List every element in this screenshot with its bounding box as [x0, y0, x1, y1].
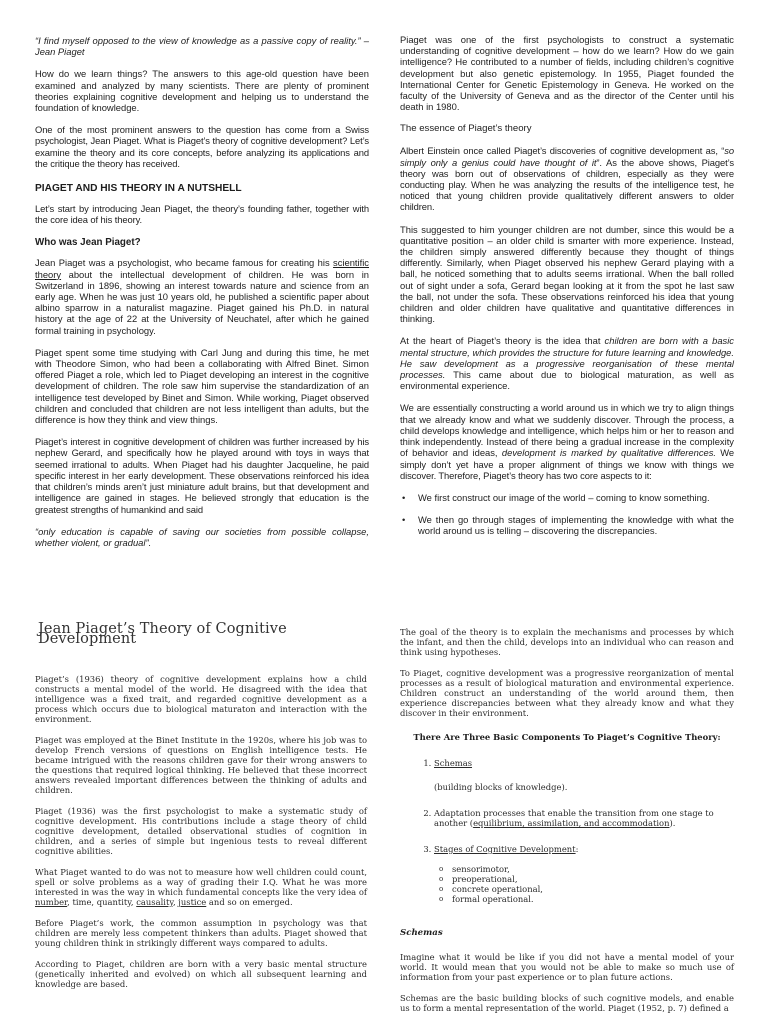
nutshell-paragraph: Let’s start by introducing Jean Piaget, the theory’s founding father, together with the core idea of his theory.	[35, 203, 369, 226]
concepts-paragraph	[35, 867, 367, 907]
career-paragraph: Piaget spent some time studying with Carl Jung and during this time, he met with Theodore Simon, who had been a collaborating with Alfred Binet. Simon offered Piaget a role, which led to Piaget developing an interest in the cognitive development of children. The role saw him supervise the standardization of an intelligence test developed by Binet and Simon. While working, Piaget observed children and concluded that children are not less intelligent than adults, but the difference is how they think and view things.	[35, 346, 369, 426]
stages-colon: :	[575, 844, 579, 854]
heart-text-a: At the heart of Piaget’s theory is the idea that	[400, 335, 605, 347]
bottom-left-column	[35, 621, 367, 1000]
construction-text-b: We simply don’t yet have a proper alignment of things we know with things we discover. Therefore, Piaget’s theory has two core aspects to it:	[400, 447, 734, 481]
intro-paragraph: How do we learn things? The answers to this age-old question have been examined and analyzed by many scientists. There are plenty of prominent theories explaining cognitive development and helping us to understand the foundation of knowledge.	[35, 68, 369, 114]
list-item: o preoperational,	[452, 874, 734, 884]
education-quote: “only education is capable of saving our societies from possible collapse, whether violent, or gradual”.	[35, 525, 369, 548]
components-list	[400, 758, 734, 904]
concepts-sep-1: , time, quantity,	[67, 897, 137, 907]
concepts-text-a: What Piaget wanted to do was not to measure how well children could count, spell or solve problems as a way of grading their I.Q. What he was more interested in was the way in which fundamental concepts like the very idea of	[35, 867, 367, 897]
contribution-paragraph: Piaget was one of the first psychologists to construct a systematic understanding of cognitive development – how do we learn? How do we gain intelligence? He contributed to a number of fields, including children’s cognitive development but also genetic epistemology. In 1955, Piaget founded the International Center for Genetic Epistemology in Geneva. He worked on the faculty of the University of Geneva and as the director of the Center until his death in 1980.	[400, 34, 734, 113]
concepts-sep-2: ,	[172, 897, 179, 907]
observation-paragraph: This suggested to him younger children are not dumber, since this would be a quantitative position – an older child is smarter with more experience. Instead, the children simply answered differently because they thought of things differently. Similarly, when Piaget observed his nephew Gerard playing with a ball, he noticed something that to adults seems irrational. When the ball rolled out of sight under a sofa, Gerard began looking at it from the spot he last saw the ball, not under the sofa. These observations reinforced his idea that young children and older children have qualitative and quantitative differences in thinking.	[400, 223, 734, 325]
building-blocks-paragraph: Schemas are the basic building blocks of such cognitive models, and enable us to form a mental representation of the world. Piaget (1952, p. 7) defined a	[400, 993, 734, 1013]
intro-paragraph-2: One of the most prominent answers to the question has come from a Swiss psychologist, Jean Piaget. What is Piaget’s theory of cognitive development? Let’s examine the theory and its core concepts, before analyzing its applications and the critique the theory has received.	[35, 124, 369, 169]
list-item: o concrete operational,	[452, 884, 734, 894]
einstein-text-a: Albert Einstein once called Piaget’s discoveries of cognitive development as, “	[400, 145, 725, 157]
einstein-paragraph	[400, 145, 734, 212]
heart-of-theory-paragraph	[400, 335, 734, 391]
schemas-note: (building blocks of knowledge).	[434, 782, 568, 792]
page-title: Jean Piaget’s Theory of Cognitive Development	[38, 621, 287, 647]
top-right-column	[400, 34, 734, 548]
family-paragraph: Piaget’s interest in cognitive development of children was further increased by his nephew Gerard, and specifically how he played around with toys in ways that seemed irrational to adults. When Piaget had his daughter Jacqueline, he paid specific interest in her early development. These observations reinforced his idea that children’s minds aren’t just miniature adult brains, but that development and intelligence are gained in stages. He believed strongly that education is the greatest strengths of humankind and said	[35, 436, 369, 515]
list-item: o sensorimotor,	[452, 864, 734, 874]
assumption-paragraph: Before Piaget’s work, the common assumption in psychology was that children are merely less competent thinkers than adults. Piaget showed that young children think in strikingly different ways compared to adults.	[35, 918, 367, 948]
construction-text-a: We are essentially constructing a world around us in which we try to align things that we already know and what we suddenly discover. Through the process, a child develops knowledge and intelligence, which helps him or her to reason and think independently. Instead of there being a gradual increase in the complexity of behavior and ideas,	[400, 402, 734, 459]
concepts-text-b: and so on emerged.	[206, 897, 293, 907]
list-item: • We then go through stages of implementing the knowledge with what the world around us is telling – discovering the discrepancies.	[418, 514, 734, 536]
subheading-who-was-piaget: Who was Jean Piaget?	[35, 237, 141, 249]
theory-intro-paragraph: Piaget’s (1936) theory of cognitive development explains how a child constructs a mental model of the world. He disagreed with the idea that intelligence was a fixed trait, and regarded cognitive development as a process which occurs due to biological maturaton and interaction with the environment.	[35, 674, 367, 724]
systematic-study-paragraph: Piaget (1936) was the first psychologist to make a systematic study of cognitive development. His contributions include a stage theory of child cognitive development, detailed observational studies of cognition in children, and a series of simple but ingenious tests to reveal different cognitive abilities.	[35, 806, 367, 856]
imagine-paragraph: Imagine what it would be like if you did not have a mental model of your world. It would mean that you would not be able to make so much use of information from your past experience or to plan future actions.	[400, 952, 734, 982]
list-item	[434, 808, 734, 828]
number-link[interactable]: number	[35, 897, 68, 907]
einstein-text-b: ”. As the above shows, Piaget’s theory was born out of observations of children, especially as they were conducting play. When he was analyzing the results of the intelligence test, he noticed that young children provide qualitatively different answers to older children.	[400, 156, 734, 213]
components-heading: There Are Three Basic Components To Piaget’s Cognitive Theory:	[413, 732, 721, 742]
causality-link[interactable]: causality	[136, 897, 173, 907]
adaptation-link[interactable]: equilibrium, assimilation, and accommodation	[473, 818, 670, 828]
stages-list	[434, 864, 734, 904]
adaptation-text-b: ).	[669, 818, 676, 828]
article-page-bottom	[0, 582, 768, 1024]
list-item: o formal operational.	[452, 894, 734, 904]
bottom-right-column	[400, 627, 734, 1024]
binet-paragraph: Piaget was employed at the Binet Institute in the 1920s, where his job was to develop French versions of questions on English intelligence tests. He became intrigued with the reasons children gave for their wrong answers to the questions that required logical thinking. He believed that these incorrect answers revealed important differences between the thinking of adults and children.	[35, 735, 367, 795]
construction-italic: development is marked by qualitative differences.	[501, 447, 717, 459]
schemas-heading: Schemas	[400, 928, 443, 938]
goal-paragraph: The goal of the theory is to explain the mechanisms and processes by which the infant, and then the child, develops into an individual who can reason and think using hypotheses.	[400, 627, 734, 657]
list-item: • We first construct our image of the world – coming to know something.	[418, 492, 734, 503]
justice-link[interactable]: justice	[178, 897, 207, 907]
list-item	[434, 758, 734, 792]
reorganization-paragraph: To Piaget, cognitive development was a progressive reorganization of mental processes as a result of biological maturation and environmental experience. Children construct an understanding of the world around them, then experience discrepancies between what they already know and what they discover in their environment.	[400, 668, 734, 718]
top-left-column	[35, 35, 369, 559]
mental-structure-paragraph: According to Piaget, children are born with a very basic mental structure (genetically inherited and evolved) on which all subsequent learning and knowledge are based.	[35, 959, 367, 989]
list-item	[434, 844, 734, 904]
biography-text-a: Jean Piaget was a psychologist, who became famous for creating his	[35, 257, 334, 269]
einstein-quote: so simply only a genius could have thought of it	[400, 145, 734, 168]
biography-text-b: about the intellectual development of children. He was born in Switzerland in 1896, showing an interest towards nature and science from an early age. When he was just 10 years old, he published a scientific paper about albino sparrow in a naturalist magazine. Piaget gained his Ph.D. in natural history at the age of 22 at the University of Neuchatel, after which he gained formal training in psychology.	[35, 268, 369, 336]
biography-paragraph	[35, 257, 369, 335]
subheading-essence: The essence of Piaget’s theory	[400, 123, 532, 135]
section-heading-nutshell: PIAGET AND HIS THEORY IN A NUTSHELL	[35, 183, 242, 195]
heart-italic: children are born with a basic mental structure, which provides the structure for future learning and knowledge. He saw development as a progressive reorganisation of these mental processes.	[400, 335, 734, 381]
heart-text-b: This came about due to biological maturation, as well as environmental experience.	[400, 369, 734, 392]
scientific-theory-link[interactable]: scientific theory	[35, 257, 369, 280]
adaptation-text-a: Adaptation processes that enable the transition from one stage to another (	[434, 808, 714, 828]
core-aspects-list	[400, 492, 734, 537]
stages-link[interactable]: Stages of Cognitive Development	[434, 844, 576, 854]
construction-paragraph	[400, 402, 734, 480]
schemas-link[interactable]: Schemas	[434, 758, 473, 768]
opening-quote: “I find myself opposed to the view of knowledge as a passive copy of reality.” – Jean Piaget	[35, 35, 369, 58]
